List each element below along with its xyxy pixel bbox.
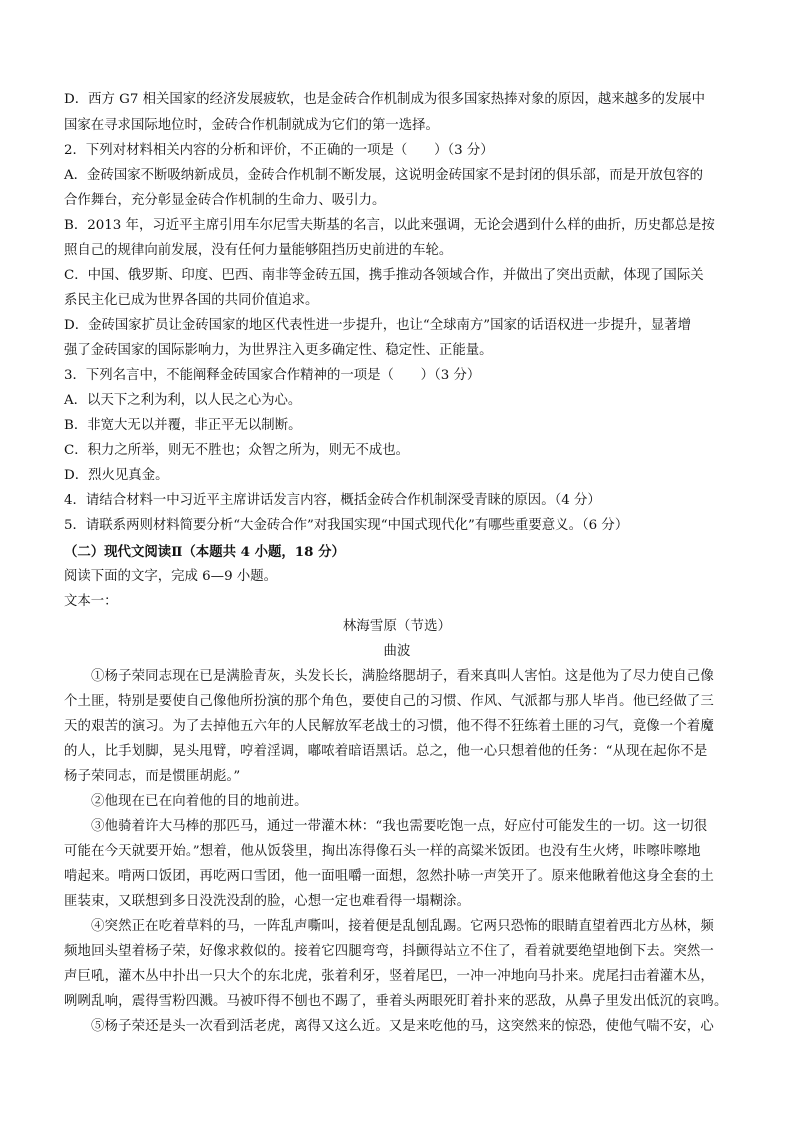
q5-question: 5．请联系两则材料简要分析“大金砖合作”对我国实现“中国式现代化”有哪些重要意义。（6 分） bbox=[64, 518, 629, 533]
para4-line1: ④突然正在吃着草料的马，一阵乱声嘶叫，接着便是乱刨乱踢。它两只恐怖的眼睛直望着西北方丛林，频 bbox=[91, 919, 714, 934]
para5-line1: ⑤杨子荣还是头一次看到活老虎，离得又这么近。又是来吃他的马，这突然来的惊恐，使他气喘不安，心 bbox=[91, 1019, 714, 1034]
q2-option-a-line1: A．金砖国家不断吸纳新成员，金砖合作机制不断发展，这说明金砖国家不是封闭的俱乐部，而是开放包容的 bbox=[64, 168, 704, 183]
para4-line2: 频地回头望着杨子荣，好像求救似的。接着它四腿弯弯，抖颤得站立不住了，看着就要绝望地倒下去。突然一 bbox=[64, 944, 714, 959]
para3-line2: 可能在今天就要开始。”想着，他从饭袋里，掏出冻得像石头一样的高粱米饭团。也没有生火烤，咔嚓咔嚓地 bbox=[64, 844, 701, 859]
q3-option-b: B．非宽大无以并覆，非正平无以制断。 bbox=[64, 418, 302, 433]
para4-line4: 咧咧乱响，震得雪粉四溅。马被吓得不刨也不踢了，垂着头两眼死盯着扑来的恶敌，从鼻子里发出低沉的哀鸣。 bbox=[64, 994, 728, 1009]
para1-line4: 的人，比手划脚，晃头甩臂，哼着淫调，嘟哝着暗语黑话。总之，他一心只想着他的任务：“从现在起你不是 bbox=[64, 744, 708, 759]
para1-line1: ①杨子荣同志现在已是满脸青灰，头发长长，满脸络腮胡子，看来真叫人害怕。这是他为了尽力使自己像 bbox=[91, 669, 714, 684]
para1-line3: 天的艰苦的演习。为了去掉他五六年的人民解放军老战士的习惯，他不得不狂练着土匪的习气，竟像一个着魔 bbox=[64, 719, 714, 734]
q1-option-d-line2: 国家在寻求国际地位时，金砖合作机制就成为它们的第一选择。 bbox=[64, 118, 439, 133]
q2-option-c-line1: C．中国、俄罗斯、印度、巴西、南非等金砖五国，携手推动各领域合作，并做出了突出贡献，体现了国际关 bbox=[64, 268, 704, 283]
passage-author: 曲波 bbox=[383, 644, 411, 659]
q1-option-d-line1: D．西方 G7 相关国家的经济发展疲软，也是金砖合作机制成为很多国家热捧对象的原因，越来越多的发展中 bbox=[64, 92, 706, 107]
para1-line2: 个土匪，特别是要使自己像他所扮演的那个角色，要使自己的习惯、作风、气派都与那人毕肖。他已经做了三 bbox=[64, 694, 714, 709]
q2-option-c-line2: 系民主化已成为世界各国的共同价值追求。 bbox=[64, 293, 319, 308]
q2-option-a-line2: 合作舞台，充分彰显金砖合作机制的生命力、吸引力。 bbox=[64, 193, 386, 208]
q2-option-b-line1: B．2013 年，习近平主席引用车尔尼雪夫斯基的名言，以此来强调，无论会遇到什么样的曲折，历史都总是按 bbox=[64, 218, 715, 233]
q3-option-a: A．以天下之利为利，以人民之心为心。 bbox=[64, 393, 302, 408]
q2-option-d-line1: D．金砖国家扩员让金砖国家的地区代表性进一步提升，也让“全球南方”国家的话语权进一步提升，显著增 bbox=[64, 318, 692, 333]
para3-line3: 啃起来。啃两口饭团，再吃两口雪团，他一面咀嚼一面想，忽然扑哧一声笑开了。原来他瞅着他这身全套的土 bbox=[64, 869, 714, 884]
text-one-label: 文本一： bbox=[64, 594, 118, 609]
para3-line1: ③他骑着许大马棒的那匹马，通过一带灌木林：“我也需要吃饱一点，好应付可能发生的一切。这一切很 bbox=[91, 819, 708, 834]
q3-option-d: D．烈火见真金。 bbox=[64, 468, 169, 483]
q2-stem: 2．下列对材料相关内容的分析和评价，不正确的一项是（ ）（3 分） bbox=[64, 143, 494, 158]
q3-option-c: C．积力之所举，则无不胜也；众智之所为，则无不成也。 bbox=[64, 443, 410, 458]
section2-heading: （二）现代文阅读Ⅱ（本题共 4 小题，18 分） bbox=[64, 544, 345, 560]
q2-option-d-line2: 强了金砖国家的国际影响力，为世界注入更多确定性、稳定性、正能量。 bbox=[64, 343, 493, 358]
q4-question: 4．请结合材料一中习近平主席讲话发言内容，概括金砖合作机制深受青睐的原因。（4 分） bbox=[64, 493, 601, 508]
para4-line3: 声巨吼，灌木丛中扑出一只大个的东北虎，张着利牙，竖着尾巴，一冲一冲地向马扑来。虎尾扫击着灌木丛， bbox=[64, 969, 714, 984]
para2-line1: ②他现在已在向着他的目的地前进。 bbox=[91, 794, 308, 809]
q2-option-b-line2: 照自己的规律向前发展，没有任何力量能够阻挡历史前进的车轮。 bbox=[64, 243, 453, 258]
section2-instruction: 阅读下面的文字，完成 6—9 小题。 bbox=[64, 569, 278, 584]
passage-title: 林海雪原（节选） bbox=[342, 619, 452, 634]
para1-line5: 杨子荣同志，而是惯匪胡彪。” bbox=[64, 769, 241, 784]
q3-stem: 3．下列名言中，不能阐释金砖国家合作精神的一项是（ ）（3 分） bbox=[64, 368, 481, 383]
para3-line4: 匪装束，又联想到多日没洗没刮的脸，心想一定也难看得一塌糊涂。 bbox=[64, 894, 471, 909]
